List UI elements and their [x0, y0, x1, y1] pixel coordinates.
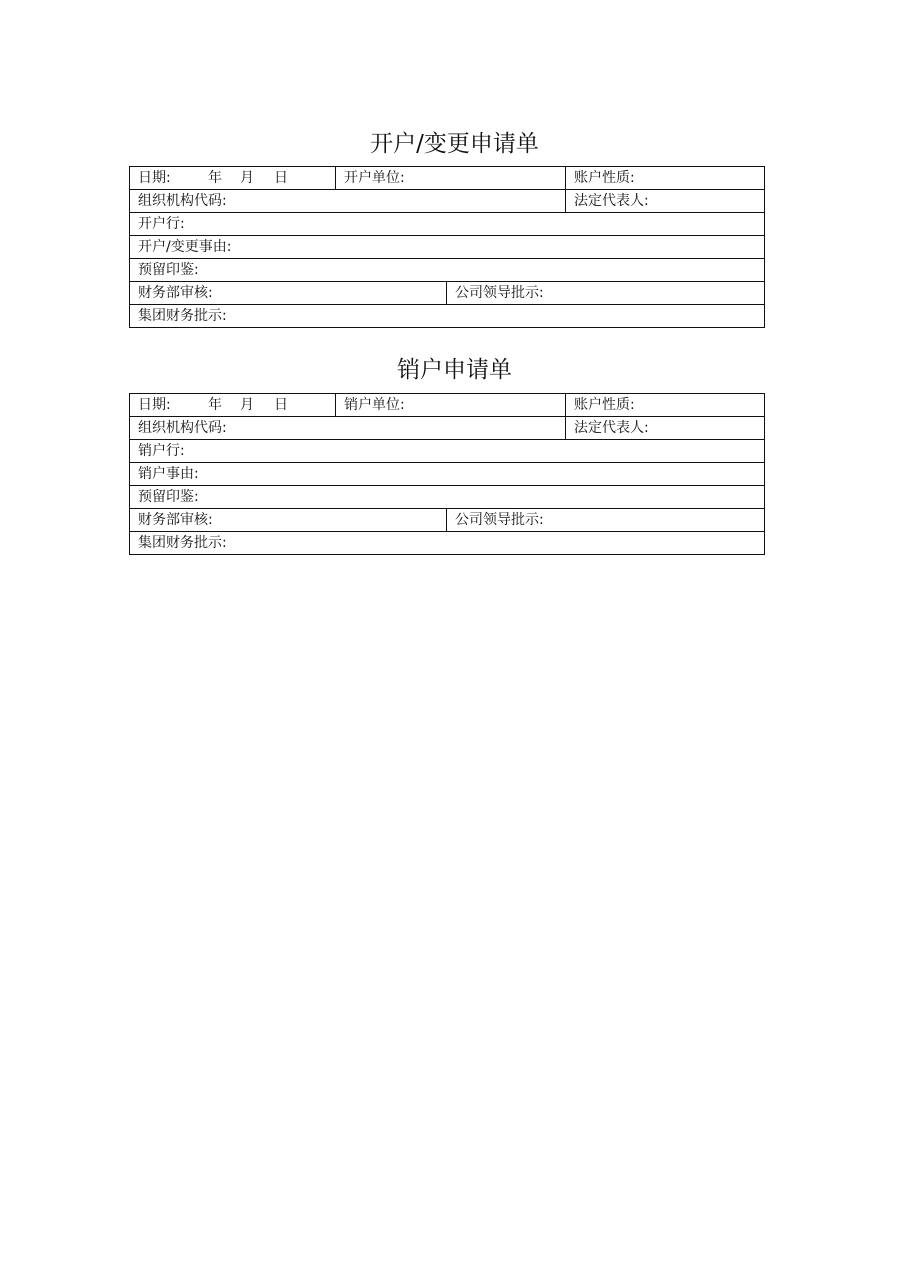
group-finance-label: 集团财务批示: [138, 308, 227, 324]
form-title-close: 销户申请单 [397, 357, 512, 383]
account-nature-cell [566, 394, 765, 417]
seal-cell [130, 486, 765, 509]
date-month-label: 月 [240, 170, 254, 186]
company-approval-cell [447, 282, 765, 305]
legal-rep-label: 法定代表人: [574, 193, 649, 209]
date-label: 日期: [138, 397, 171, 413]
table-row [130, 417, 765, 440]
company-approval-label: 公司领导批示: [455, 285, 544, 301]
date-month-label: 月 [240, 397, 254, 413]
finance-review-cell [130, 282, 447, 305]
legal-rep-cell [566, 417, 765, 440]
company-approval-cell [447, 509, 765, 532]
table-row [130, 213, 765, 236]
company-approval-label: 公司领导批示: [455, 512, 544, 528]
unit-cell [336, 167, 566, 190]
seal-cell [130, 259, 765, 282]
table-row [130, 463, 765, 486]
unit-label: 开户单位: [344, 170, 405, 186]
org-code-label: 组织机构代码: [138, 193, 227, 209]
finance-review-label: 财务部审核: [138, 512, 213, 528]
org-code-cell [130, 190, 566, 213]
bank-cell [130, 440, 765, 463]
account-nature-cell [566, 167, 765, 190]
table-row [130, 282, 765, 305]
bank-label: 销户行: [138, 443, 185, 459]
table-row [130, 394, 765, 417]
finance-review-cell [130, 509, 447, 532]
reason-cell [130, 463, 765, 486]
bank-label: 开户行: [138, 216, 185, 232]
account-nature-label: 账户性质: [574, 397, 635, 413]
date-cell [130, 394, 336, 417]
legal-rep-cell [566, 190, 765, 213]
date-day-label: 日 [274, 397, 288, 413]
org-code-label: 组织机构代码: [138, 420, 227, 436]
table-row [130, 486, 765, 509]
reason-cell [130, 236, 765, 259]
table-row [130, 167, 765, 190]
reason-label: 开户/变更事由: [138, 239, 232, 255]
group-finance-cell [130, 532, 765, 555]
table-row [130, 305, 765, 328]
table-row [130, 259, 765, 282]
reason-label: 销户事由: [138, 466, 199, 482]
account-nature-label: 账户性质: [574, 170, 635, 186]
seal-label: 预留印鉴: [138, 262, 199, 278]
form-title-open-change: 开户/变更申请单 [370, 131, 539, 157]
date-label: 日期: [138, 170, 171, 186]
table-row [130, 190, 765, 213]
unit-label: 销户单位: [344, 397, 405, 413]
legal-rep-label: 法定代表人: [574, 420, 649, 436]
open-change-form-table [129, 166, 765, 328]
unit-cell [336, 394, 566, 417]
table-row [130, 532, 765, 555]
finance-review-label: 财务部审核: [138, 285, 213, 301]
date-day-label: 日 [274, 170, 288, 186]
org-code-cell [130, 417, 566, 440]
date-year-label: 年 [208, 170, 222, 186]
group-finance-label: 集团财务批示: [138, 535, 227, 551]
group-finance-cell [130, 305, 765, 328]
table-row [130, 440, 765, 463]
table-row [130, 236, 765, 259]
table-row [130, 509, 765, 532]
date-year-label: 年 [208, 397, 222, 413]
seal-label: 预留印鉴: [138, 489, 199, 505]
close-form-table [129, 393, 765, 555]
date-cell [130, 167, 336, 190]
bank-cell [130, 213, 765, 236]
